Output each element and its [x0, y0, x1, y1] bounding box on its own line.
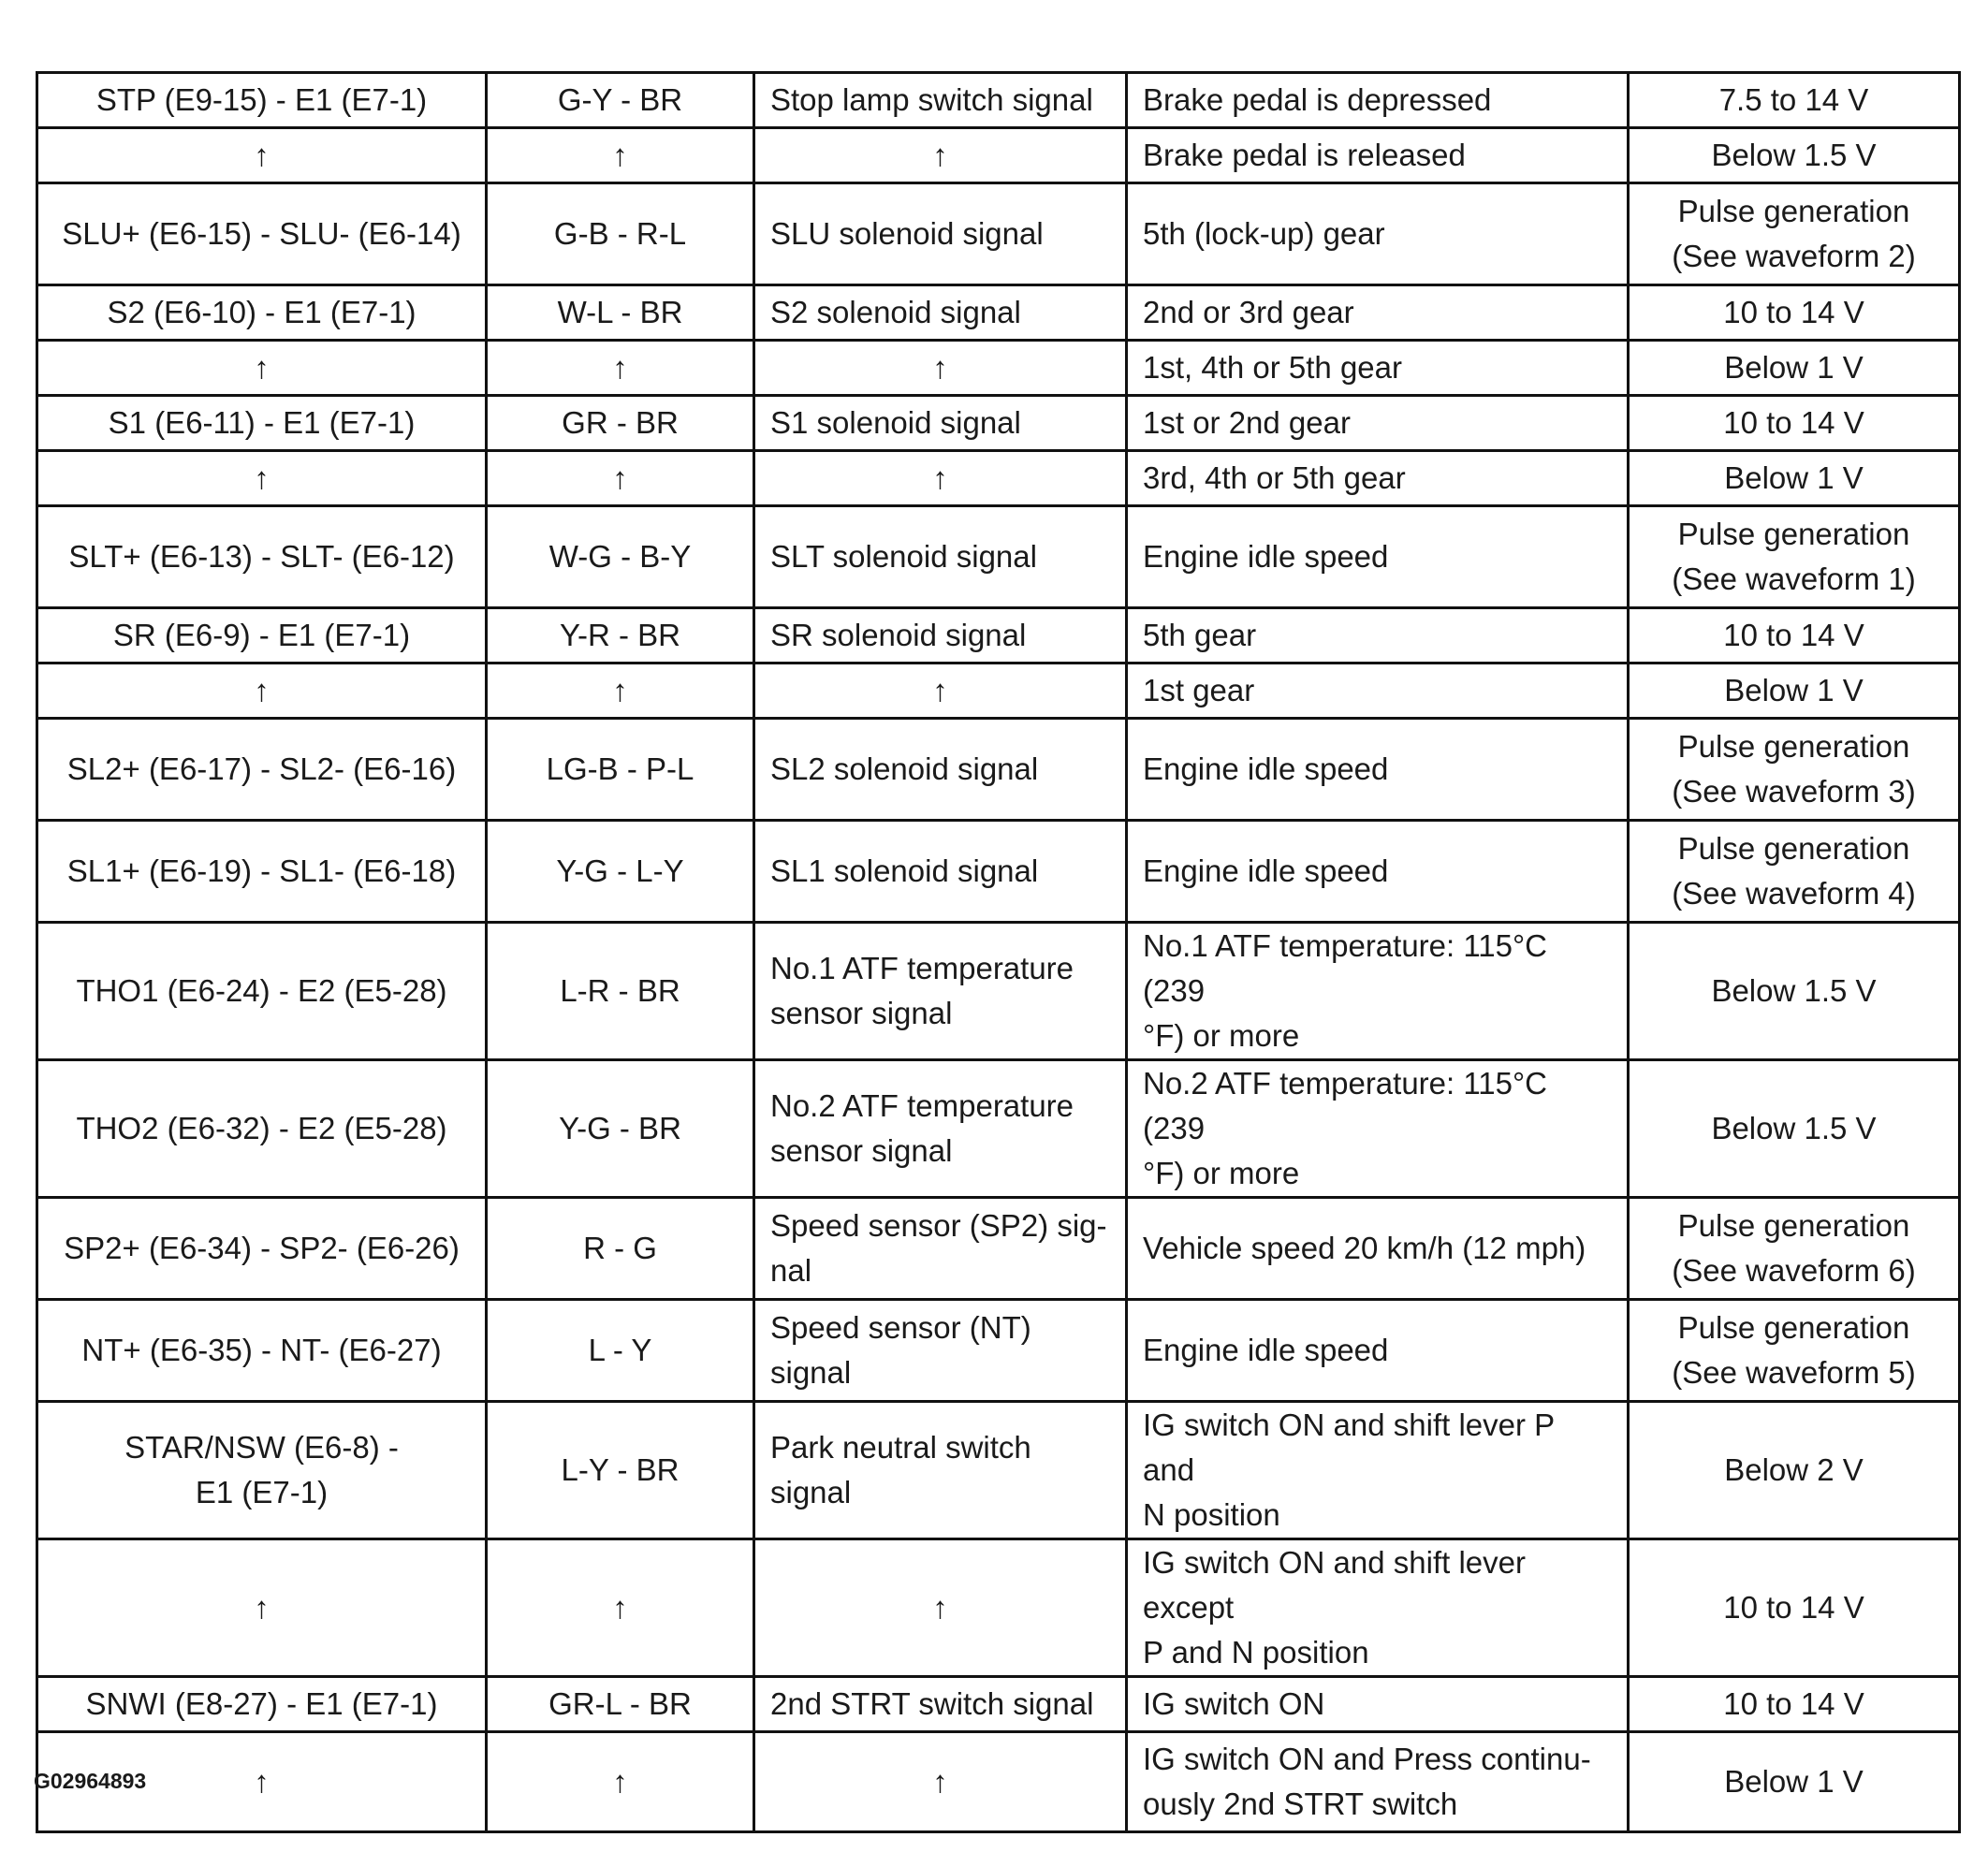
condition-cell: No.1 ATF temperature: 115°C (239 °F) or more	[1127, 923, 1629, 1060]
input-signal-cell: S1 solenoid signal	[754, 396, 1127, 451]
condition-cell: 1st gear	[1127, 664, 1629, 719]
wiring-color-cell: G-Y - BR	[487, 73, 754, 128]
input-signal-cell: ↑	[754, 341, 1127, 396]
condition-cell: 1st or 2nd gear	[1127, 396, 1629, 451]
table-row	[37, 341, 1960, 396]
specified-condition-cell: Pulse generation (See waveform 4)	[1629, 821, 1960, 923]
input-signal-cell: No.2 ATF temperature sensor signal	[754, 1060, 1127, 1198]
table-row	[37, 128, 1960, 183]
terminal-cell: THO1 (E6-24) - E2 (E5-28)	[37, 923, 487, 1060]
specified-condition-cell: Pulse generation (See waveform 5)	[1629, 1300, 1960, 1402]
specified-condition-cell: Below 1.5 V	[1629, 923, 1960, 1060]
wiring-color-cell: Y-G - BR	[487, 1060, 754, 1198]
input-signal-cell: ↑	[754, 1732, 1127, 1832]
condition-cell: 2nd or 3rd gear	[1127, 285, 1629, 341]
terminal-cell: SL1+ (E6-19) - SL1- (E6-18)	[37, 821, 487, 923]
condition-cell: Engine idle speed	[1127, 1300, 1629, 1402]
input-signal-cell: ↑	[754, 451, 1127, 506]
input-signal-cell: SLU solenoid signal	[754, 183, 1127, 285]
wiring-color-cell: W-G - B-Y	[487, 506, 754, 608]
input-signal-cell: Speed sensor (SP2) sig- nal	[754, 1198, 1127, 1300]
table-row	[37, 73, 1960, 128]
table-row	[37, 821, 1960, 923]
terminal-cell: SR (E6-9) - E1 (E7-1)	[37, 608, 487, 664]
input-signal-cell: SL2 solenoid signal	[754, 719, 1127, 821]
condition-cell: Engine idle speed	[1127, 821, 1629, 923]
specified-condition-cell: Below 1 V	[1629, 1732, 1960, 1832]
terminal-cell: THO2 (E6-32) - E2 (E5-28)	[37, 1060, 487, 1198]
wiring-color-cell: R - G	[487, 1198, 754, 1300]
table-row	[37, 1402, 1960, 1539]
condition-cell: IG switch ON and Press continu- ously 2nd STRT switch	[1127, 1732, 1629, 1832]
table-row	[37, 664, 1960, 719]
specified-condition-cell: 10 to 14 V	[1629, 1677, 1960, 1732]
condition-cell: No.2 ATF temperature: 115°C (239 °F) or more	[1127, 1060, 1629, 1198]
condition-cell: IG switch ON and shift lever P and N position	[1127, 1402, 1629, 1539]
terminal-cell: SL2+ (E6-17) - SL2- (E6-16)	[37, 719, 487, 821]
terminal-cell: ↑	[37, 1732, 487, 1832]
specified-condition-cell: Below 1 V	[1629, 451, 1960, 506]
input-signal-cell: SR solenoid signal	[754, 608, 1127, 664]
table-row	[37, 1677, 1960, 1732]
input-signal-cell: SLT solenoid signal	[754, 506, 1127, 608]
input-signal-cell: Park neutral switch signal	[754, 1402, 1127, 1539]
table-row	[37, 719, 1960, 821]
wiring-color-cell: GR - BR	[487, 396, 754, 451]
wiring-color-cell: ↑	[487, 664, 754, 719]
wiring-color-cell: Y-G - L-Y	[487, 821, 754, 923]
condition-cell: Engine idle speed	[1127, 506, 1629, 608]
condition-cell: Brake pedal is released	[1127, 128, 1629, 183]
specified-condition-cell: Pulse generation (See waveform 1)	[1629, 506, 1960, 608]
terminal-cell: SLT+ (E6-13) - SLT- (E6-12)	[37, 506, 487, 608]
wiring-color-cell: W-L - BR	[487, 285, 754, 341]
terminal-cell: NT+ (E6-35) - NT- (E6-27)	[37, 1300, 487, 1402]
input-signal-cell: Speed sensor (NT) signal	[754, 1300, 1127, 1402]
condition-cell: Brake pedal is depressed	[1127, 73, 1629, 128]
input-signal-cell: ↑	[754, 128, 1127, 183]
wiring-color-cell: ↑	[487, 1539, 754, 1677]
terminal-cell: ↑	[37, 128, 487, 183]
specified-condition-cell: 10 to 14 V	[1629, 285, 1960, 341]
terminal-cell: S1 (E6-11) - E1 (E7-1)	[37, 396, 487, 451]
wiring-color-cell: ↑	[487, 341, 754, 396]
condition-cell: IG switch ON and shift lever except P and N position	[1127, 1539, 1629, 1677]
table-row	[37, 285, 1960, 341]
condition-cell: IG switch ON	[1127, 1677, 1629, 1732]
terminal-cell: ↑	[37, 451, 487, 506]
table-row	[37, 396, 1960, 451]
specified-condition-cell: Pulse generation (See waveform 2)	[1629, 183, 1960, 285]
wiring-color-cell: LG-B - P-L	[487, 719, 754, 821]
figure-code: G02964893	[34, 1769, 147, 1793]
table-row	[37, 1198, 1960, 1300]
input-signal-cell: Stop lamp switch signal	[754, 73, 1127, 128]
wiring-color-cell: L - Y	[487, 1300, 754, 1402]
specified-condition-cell: Below 1.5 V	[1629, 128, 1960, 183]
input-signal-cell: SL1 solenoid signal	[754, 821, 1127, 923]
terminal-cell: ↑	[37, 341, 487, 396]
condition-cell: 1st, 4th or 5th gear	[1127, 341, 1629, 396]
wiring-color-cell: L-Y - BR	[487, 1402, 754, 1539]
terminal-cell: SNWI (E8-27) - E1 (E7-1)	[37, 1677, 487, 1732]
table-row	[37, 451, 1960, 506]
table-row	[37, 608, 1960, 664]
condition-cell: 5th (lock-up) gear	[1127, 183, 1629, 285]
input-signal-cell: S2 solenoid signal	[754, 285, 1127, 341]
condition-cell: Vehicle speed 20 km/h (12 mph)	[1127, 1198, 1629, 1300]
terminal-cell: SP2+ (E6-34) - SP2- (E6-26)	[37, 1198, 487, 1300]
ecm-terminal-table	[36, 71, 1961, 1833]
wiring-color-cell: G-B - R-L	[487, 183, 754, 285]
table-row	[37, 506, 1960, 608]
wiring-color-cell: Y-R - BR	[487, 608, 754, 664]
input-signal-cell: ↑	[754, 664, 1127, 719]
specified-condition-cell: Below 1.5 V	[1629, 1060, 1960, 1198]
wiring-color-cell: ↑	[487, 451, 754, 506]
specified-condition-cell: 10 to 14 V	[1629, 396, 1960, 451]
input-signal-cell: ↑	[754, 1539, 1127, 1677]
wiring-color-cell: L-R - BR	[487, 923, 754, 1060]
terminal-cell: ↑	[37, 664, 487, 719]
terminal-cell: SLU+ (E6-15) - SLU- (E6-14)	[37, 183, 487, 285]
terminal-cell: STP (E9-15) - E1 (E7-1)	[37, 73, 487, 128]
wiring-color-cell: GR-L - BR	[487, 1677, 754, 1732]
wiring-color-cell: ↑	[487, 128, 754, 183]
terminal-cell: ↑	[37, 1539, 487, 1677]
table-row	[37, 1300, 1960, 1402]
condition-cell: 5th gear	[1127, 608, 1629, 664]
condition-cell: Engine idle speed	[1127, 719, 1629, 821]
terminal-cell: STAR/NSW (E6-8) - E1 (E7-1)	[37, 1402, 487, 1539]
table-row	[37, 923, 1960, 1060]
specified-condition-cell: Pulse generation (See waveform 3)	[1629, 719, 1960, 821]
specified-condition-cell: Below 1 V	[1629, 341, 1960, 396]
wiring-color-cell: ↑	[487, 1732, 754, 1832]
specified-condition-cell: 7.5 to 14 V	[1629, 73, 1960, 128]
table-row	[37, 1539, 1960, 1677]
specified-condition-cell: 10 to 14 V	[1629, 608, 1960, 664]
input-signal-cell: No.1 ATF temperature sensor signal	[754, 923, 1127, 1060]
table-row	[37, 183, 1960, 285]
table-row	[37, 1732, 1960, 1832]
table-row	[37, 1060, 1960, 1198]
specified-condition-cell: Below 2 V	[1629, 1402, 1960, 1539]
condition-cell: 3rd, 4th or 5th gear	[1127, 451, 1629, 506]
terminal-cell: S2 (E6-10) - E1 (E7-1)	[37, 285, 487, 341]
input-signal-cell: 2nd STRT switch signal	[754, 1677, 1127, 1732]
specified-condition-cell: Below 1 V	[1629, 664, 1960, 719]
specified-condition-cell: 10 to 14 V	[1629, 1539, 1960, 1677]
specified-condition-cell: Pulse generation (See waveform 6)	[1629, 1198, 1960, 1300]
